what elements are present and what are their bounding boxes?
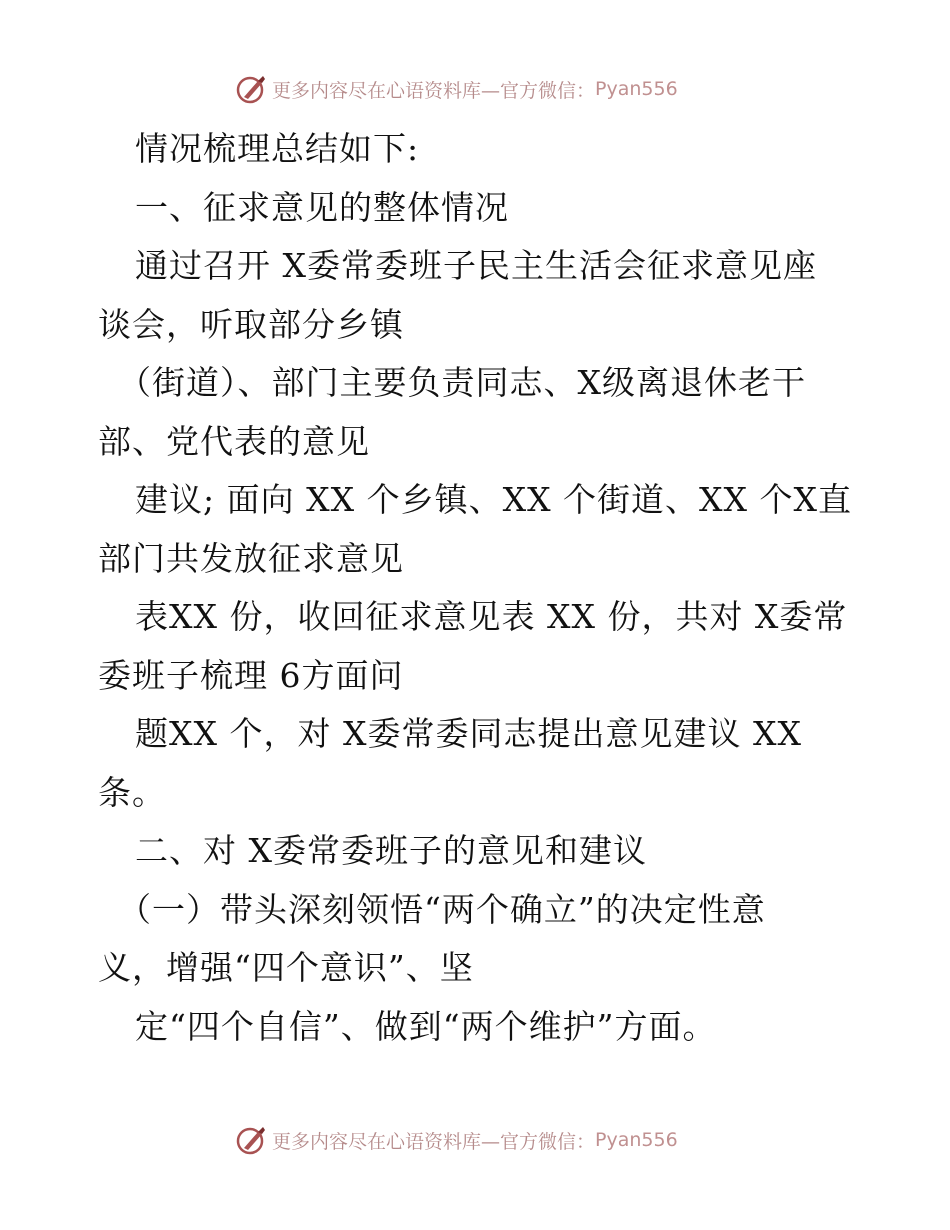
pen-logo-icon xyxy=(236,73,268,105)
doc-line: 部、党代表的意见 xyxy=(98,421,370,461)
watermark-footer xyxy=(236,1123,678,1157)
watermark-handle: Pyan556 xyxy=(595,1129,678,1151)
doc-line: 通过召开 X委常委班子民主生活会征求意见座 xyxy=(135,246,817,285)
section-heading: 二、对 X委常委班子的意见和建议 xyxy=(135,831,647,870)
watermark-handle: Pyan556 xyxy=(595,78,678,100)
watermark-text: 更多内容尽在心语资料库—官方微信： xyxy=(272,79,596,102)
doc-line: 条。 xyxy=(98,772,166,812)
pen-logo-icon xyxy=(236,1124,268,1156)
doc-line: 表XX 份，收回征求意见表 XX 份，共对 X委常 xyxy=(135,597,848,636)
watermark-header xyxy=(236,72,678,106)
doc-line: 题XX 个，对 X委常委同志提出意见建议 XX xyxy=(135,714,802,753)
doc-line: 谈会，听取部分乡镇 xyxy=(98,304,404,344)
doc-line: 定“四个自信”、做到“两个维护”方面。 xyxy=(135,1006,717,1046)
doc-line: （街道）、部门主要负责同志、X级离退休老干 xyxy=(118,363,806,402)
section-heading: 一、征求意见的整体情况 xyxy=(135,187,509,227)
doc-line: 义，增强“四个意识”、坚 xyxy=(98,948,474,987)
doc-line: 部门共发放征求意见 xyxy=(98,538,404,578)
doc-line: 建议; 面向 XX 个乡镇、XX 个街道、XX 个X直 xyxy=(135,480,853,519)
doc-line: 情况梳理总结如下: xyxy=(135,129,420,168)
subsection-heading: （一）带头深刻领悟“两个确立”的决定性意 xyxy=(118,889,766,929)
document-body xyxy=(98,120,858,1056)
watermark-text: 更多内容尽在心语资料库—官方微信： xyxy=(272,1130,596,1153)
doc-line: 委班子梳理 6方面问 xyxy=(98,655,404,695)
